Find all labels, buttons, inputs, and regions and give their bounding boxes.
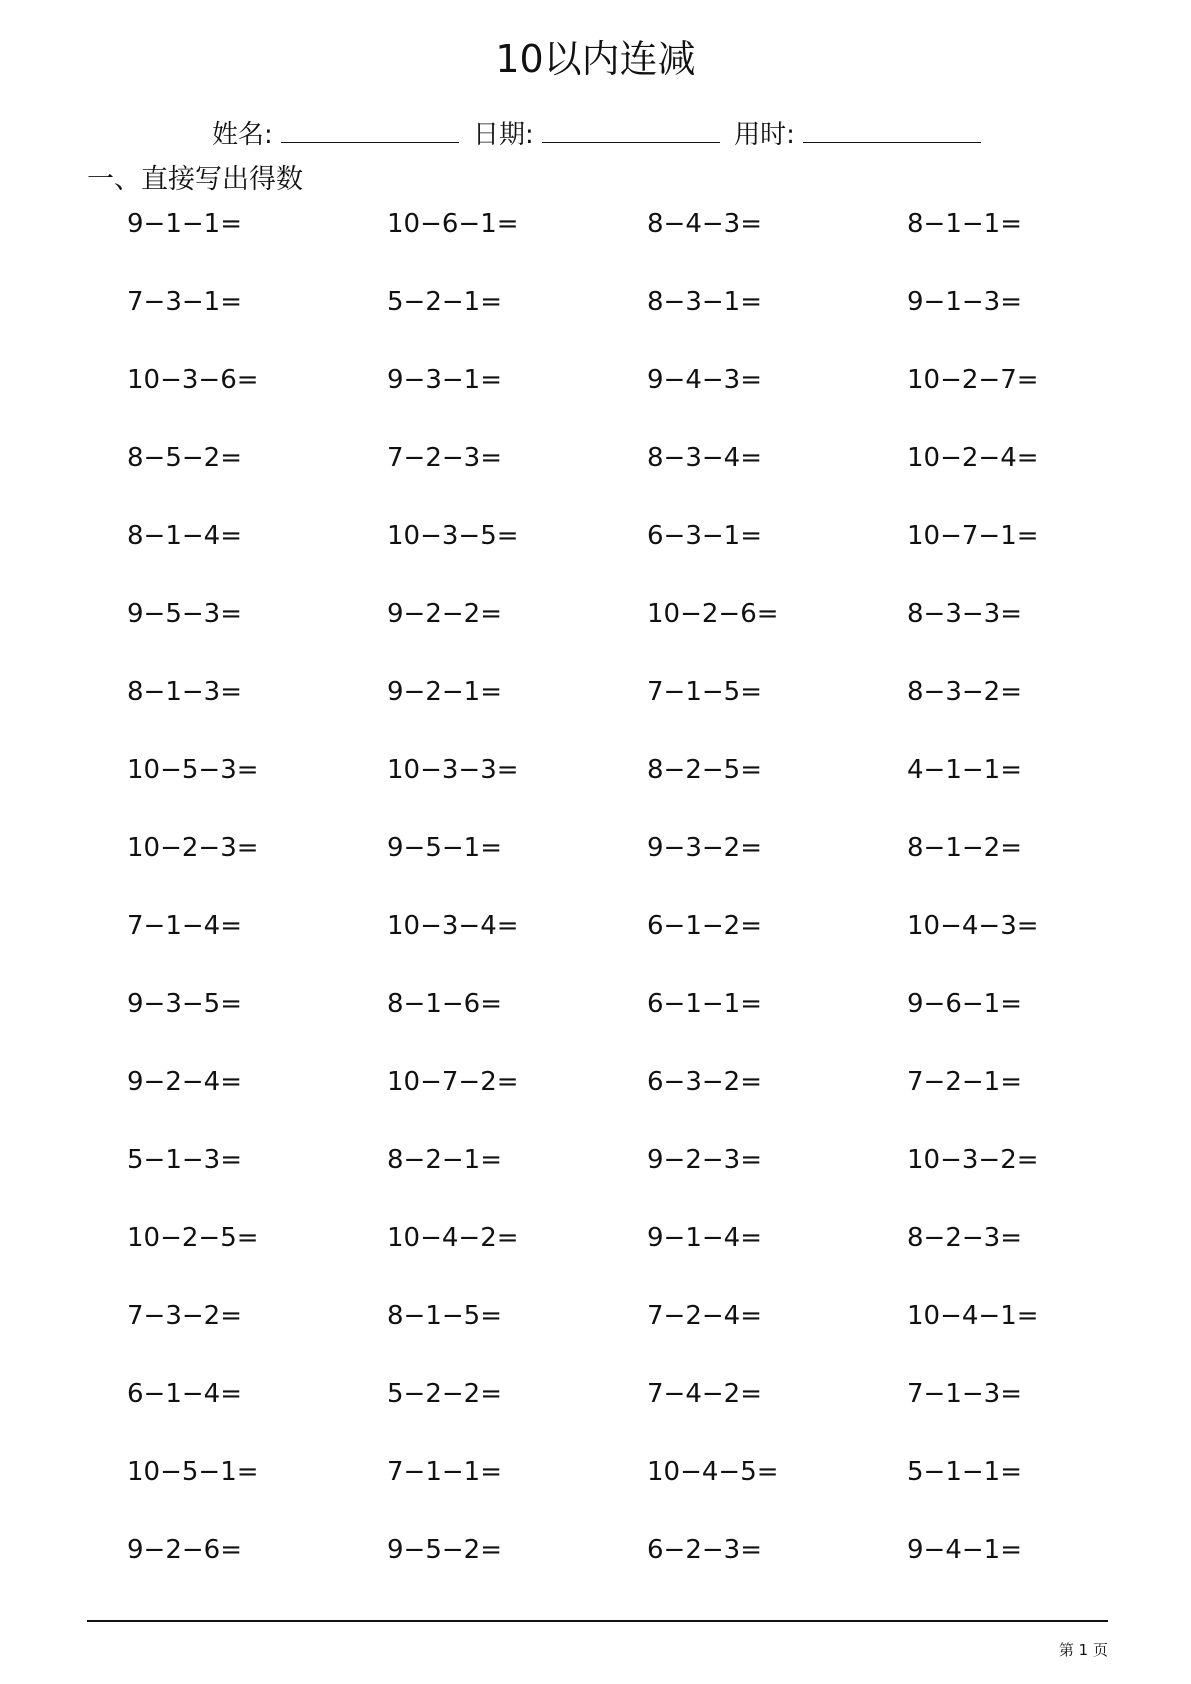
problem-item: 9−2−3= [647,1145,762,1175]
problem-item: 10−3−3= [387,755,519,785]
time-label: 用时: [734,120,795,150]
problem-item: 7−2−1= [907,1067,1022,1097]
problem-item: 7−1−4= [127,911,242,941]
problem-item: 9−2−4= [127,1067,242,1097]
info-line [212,118,987,152]
problem-item: 9−1−3= [907,287,1022,317]
problem-item: 10−2−7= [907,365,1039,395]
problem-item: 5−2−2= [387,1379,502,1409]
problem-item: 5−1−3= [127,1145,242,1175]
problem-item: 7−1−1= [387,1457,502,1487]
problem-item: 5−1−1= [907,1457,1022,1487]
problem-item: 8−3−2= [907,677,1022,707]
problem-item: 8−2−5= [647,755,762,785]
problem-item: 10−4−3= [907,911,1039,941]
problem-item: 9−1−1= [127,209,242,239]
problem-item: 10−5−1= [127,1457,259,1487]
problem-item: 8−1−6= [387,989,502,1019]
problem-item: 9−5−2= [387,1535,502,1565]
problem-item: 7−2−4= [647,1301,762,1331]
problem-item: 10−6−1= [387,209,519,239]
problem-item: 8−1−2= [907,833,1022,863]
problem-item: 8−2−3= [907,1223,1022,1253]
problem-item: 10−3−6= [127,365,259,395]
problem-item: 4−1−1= [907,755,1022,785]
section-title: 一、直接写出得数 [87,164,303,195]
problem-item: 8−1−1= [907,209,1022,239]
name-blank[interactable] [281,118,459,143]
problem-item: 7−3−2= [127,1301,242,1331]
problem-item: 9−4−3= [647,365,762,395]
problem-item: 7−1−5= [647,677,762,707]
date-blank[interactable] [542,118,720,143]
problem-item: 10−2−4= [907,443,1039,473]
problem-item: 10−3−4= [387,911,519,941]
problem-item: 10−3−2= [907,1145,1039,1175]
problem-item: 9−6−1= [907,989,1022,1019]
problem-item: 9−3−2= [647,833,762,863]
problem-item: 7−2−3= [387,443,502,473]
problem-item: 8−4−3= [647,209,762,239]
date-label: 日期: [473,120,534,150]
page-title: 10以内连减 [495,37,696,81]
problem-item: 9−2−1= [387,677,502,707]
problem-item: 10−3−5= [387,521,519,551]
problem-item: 10−7−2= [387,1067,519,1097]
problem-item: 9−4−1= [907,1535,1022,1565]
problem-item: 5−2−1= [387,287,502,317]
problem-item: 8−3−3= [907,599,1022,629]
problem-item: 8−2−1= [387,1145,502,1175]
problem-item: 7−3−1= [127,287,242,317]
problem-grid [127,207,1167,1611]
problem-item: 10−4−5= [647,1457,779,1487]
page-number: 第 1 页 [1058,1641,1108,1659]
problem-item: 6−1−4= [127,1379,242,1409]
problem-item: 9−5−1= [387,833,502,863]
problem-item: 8−1−5= [387,1301,502,1331]
problem-item: 8−1−4= [127,521,242,551]
problem-item: 9−1−4= [647,1223,762,1253]
problem-item: 6−1−1= [647,989,762,1019]
problem-item: 6−3−1= [647,521,762,551]
problem-item: 10−2−6= [647,599,779,629]
problem-item: 9−5−3= [127,599,242,629]
problem-item: 9−2−2= [387,599,502,629]
problem-item: 10−5−3= [127,755,259,785]
problem-item: 6−3−2= [647,1067,762,1097]
problem-item: 10−4−1= [907,1301,1039,1331]
problem-item: 9−3−1= [387,365,502,395]
problem-item: 10−2−5= [127,1223,259,1253]
problem-item: 8−3−4= [647,443,762,473]
problem-item: 7−1−3= [907,1379,1022,1409]
problem-item: 8−5−2= [127,443,242,473]
time-blank[interactable] [803,118,981,143]
problem-item: 9−3−5= [127,989,242,1019]
problem-item: 6−2−3= [647,1535,762,1565]
problem-item: 10−7−1= [907,521,1039,551]
problem-item: 10−4−2= [387,1223,519,1253]
problem-item: 6−1−2= [647,911,762,941]
problem-item: 8−1−3= [127,677,242,707]
problem-item: 7−4−2= [647,1379,762,1409]
footer-divider [87,1620,1108,1622]
name-label: 姓名: [212,120,273,150]
problem-item: 10−2−3= [127,833,259,863]
problem-item: 9−2−6= [127,1535,242,1565]
problem-item: 8−3−1= [647,287,762,317]
